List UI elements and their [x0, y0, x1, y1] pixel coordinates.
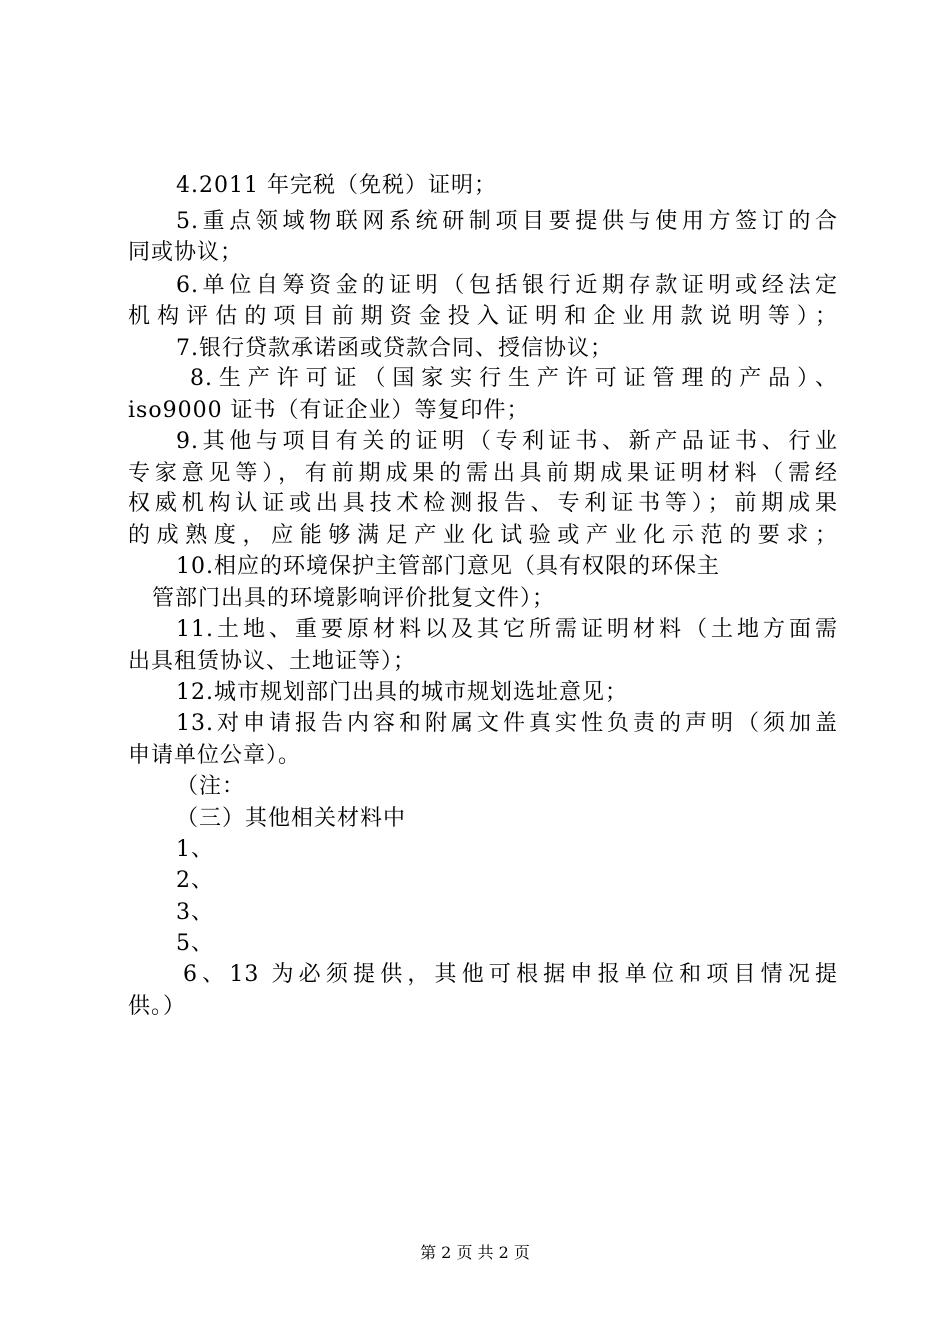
paragraph-line: （注： [176, 774, 246, 799]
paragraph-line: 12.城市规划部门出具的城市规划选址意见； [176, 680, 628, 705]
paragraph-line: 出具租赁协议、土地证等）； [128, 649, 417, 674]
paragraph-line: 6、13 为必须提供，其他可根据申报单位和项目情况提 [183, 962, 838, 987]
paragraph-line: 申请单位公章）。 [128, 743, 302, 768]
paragraph-line: iso9000 证书（有证企业）等复印件； [128, 398, 530, 423]
paragraph-line: 9.其他与项目有关的证明（专利证书、新产品证书、行业 [176, 429, 838, 454]
paragraph-line: 1、 [176, 837, 214, 862]
paragraph-line: 11.土地、重要原材料以及其它所需证明材料（土地方面需 [176, 617, 838, 642]
paragraph-line: 4.2011 年完税（免税）证明； [176, 173, 497, 198]
paragraph-line: 3、 [176, 900, 214, 925]
paragraph-line: 5、 [176, 931, 214, 956]
paragraph-line: 专家意见等），有前期成果的需出具前期成果证明材料（需经 [128, 461, 838, 486]
paragraph-line: （三）其他相关材料中 [176, 806, 407, 831]
paragraph-line: 2、 [176, 868, 214, 893]
paragraph-line: 的成熟度，应能够满足产业化试验或产业化示范的要求； [128, 523, 838, 548]
page-number-footer: 第 2 页 共 2 页 [420, 1243, 530, 1262]
paragraph-line: 管部门出具的环境影响评价批复文件）； [152, 586, 556, 611]
paragraph-line: 权威机构认证或出具技术检测报告、专利证书等）；前期成果 [128, 491, 838, 516]
paragraph-line: 7.银行贷款承诺函或贷款合同、授信协议； [176, 336, 613, 361]
paragraph-line: 8.生产许可证（国家实行生产许可证管理的产品）、 [190, 366, 838, 391]
paragraph-line: 6.单位自筹资金的证明（包括银行近期存款证明或经法定 [176, 273, 838, 298]
paragraph-line: 供。） [128, 994, 187, 1019]
paragraph-line: 机构评估的项目前期资金投入证明和企业用款说明等）； [128, 304, 838, 329]
paragraph-line: 5.重点领域物联网系统研制项目要提供与使用方签订的合 [176, 209, 838, 234]
paragraph-line: 13.对申请报告内容和附属文件真实性负责的声明（须加盖 [176, 711, 838, 736]
paragraph-line: 10.相应的环境保护主管部门意见（具有权限的环保主 [176, 554, 720, 579]
paragraph-line: 同或协议； [128, 240, 244, 265]
